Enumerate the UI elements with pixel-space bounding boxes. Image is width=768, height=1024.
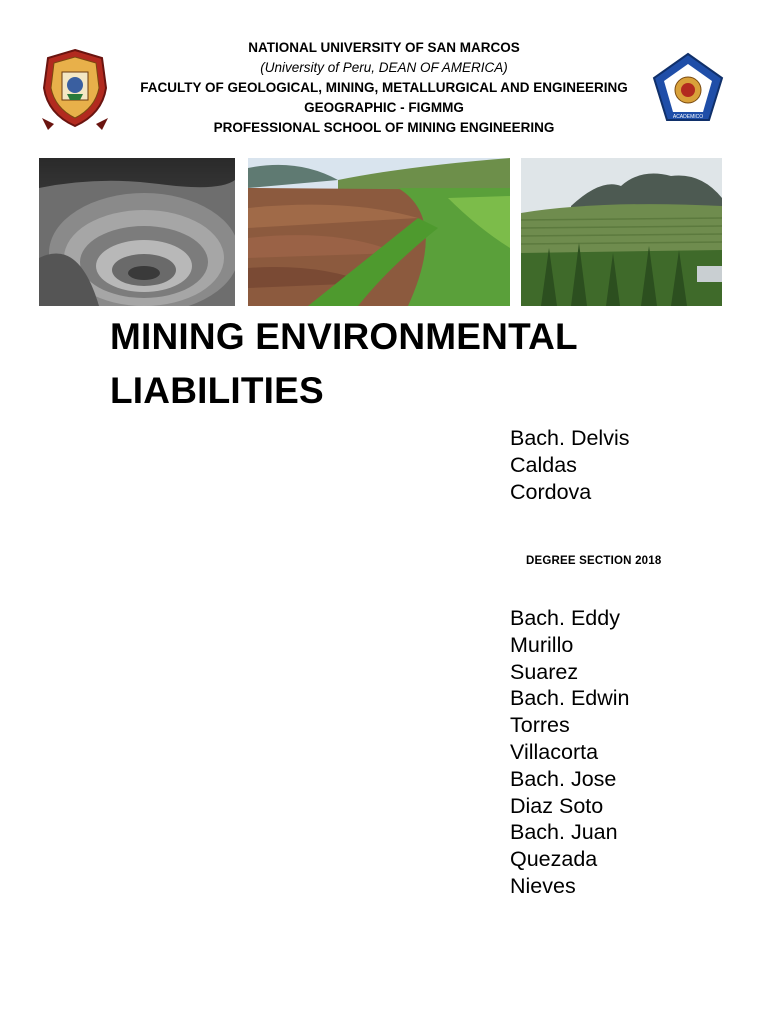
author-line: Torres [510, 713, 570, 738]
author-line: Caldas [510, 452, 577, 477]
author-list-bottom [510, 605, 630, 900]
author-list-top [510, 425, 630, 505]
title-line-1: MINING ENVIRONMENTAL [110, 316, 578, 357]
author-line: Bach. Jose [510, 766, 617, 791]
school-name: PROFESSIONAL SCHOOL OF MINING ENGINEERING [213, 120, 555, 135]
mine-terraces-photo [248, 158, 510, 306]
author-line: Nieves [510, 873, 576, 898]
document-title [110, 310, 710, 418]
faculty-abbreviation: GEOGRAPHIC - FIGMMG [304, 100, 464, 115]
author-line: Murillo [510, 632, 574, 657]
author-line: Villacorta [510, 739, 599, 764]
author-line: Bach. Eddy [510, 606, 620, 630]
author-line: Bach. Delvis [510, 426, 630, 450]
document-header [0, 38, 768, 138]
open-pit-mine-photo [39, 158, 235, 306]
author-line: Bach. Edwin [510, 686, 630, 711]
svg-text:ACADEMICO: ACADEMICO [672, 114, 704, 120]
title-line-2: LIABILITIES [110, 370, 324, 411]
author-line: Suarez [510, 659, 579, 684]
faculty-name: FACULTY OF GEOLOGICAL, MINING, METALLURGICAL AND ENGINEERING [140, 80, 628, 95]
author-line: Quezada [510, 847, 598, 872]
university-name: NATIONAL UNIVERSITY OF SAN MARCOS [248, 40, 520, 55]
university-subtitle: (University of Peru, DEAN OF AMERICA) [260, 60, 508, 75]
author-line: Diaz Soto [510, 793, 604, 818]
author-line: Cordova [510, 479, 592, 504]
author-line: Bach. Juan [510, 820, 618, 845]
degree-section-label: DEGREE SECTION 2018 [526, 555, 662, 567]
mountain-field-photo [521, 158, 722, 306]
